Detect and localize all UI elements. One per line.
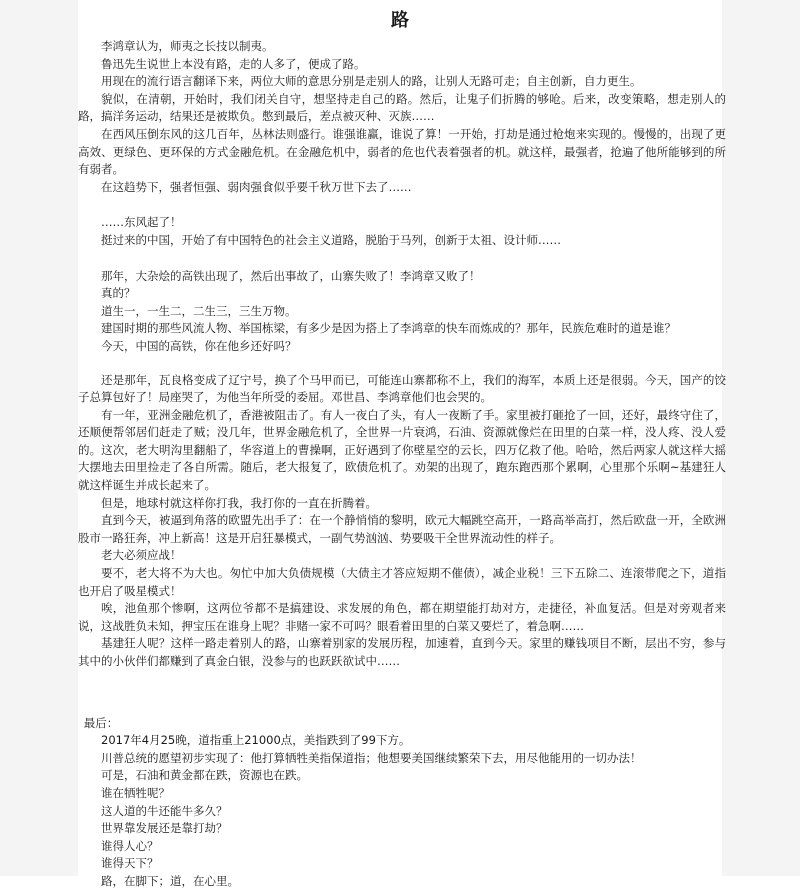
article-body [78, 38, 726, 891]
paragraph: 谁得天下？ [101, 856, 159, 871]
paragraph: 可是，石油和黄金都在跌，资源也在跌。 [101, 768, 308, 783]
page-right-margin [722, 0, 800, 876]
paragraph: 挺过来的中国，开始了有中国特色的社会主义道路，脱胎于马列，创新于太祖、设计师…… [101, 232, 561, 247]
paragraph: 路，在脚下；道，在心里。 [101, 873, 239, 888]
paragraph: 鲁迅先生说世上本没有路，走的人多了，便成了路。 [101, 56, 366, 71]
spacer [78, 671, 726, 715]
paragraph: 那年，大杂烩的高铁出现了，然后出事故了，山寨失败了！李鸿章又败了！ [101, 268, 481, 283]
paragraph: 李鸿章认为，师夷之长技以制夷。 [101, 39, 274, 53]
paragraph: 用现在的流行语言翻译下来，两位大师的意思分别是走别人的路，让别人无路可走；自主创新，自力更生。 [101, 74, 642, 89]
paragraph: 唉，池鱼那个惨啊，这两位爷都不是搞建设、求发展的角色，都在期望能打劫对方，走捷径，补血复活。但是对旁观者来说，这战胜负未知，押宝压在谁身上呢？非赌一家不可吗？眼看着田里的白菜又要烂了，着急啊…… [78, 601, 726, 633]
paragraph: 要不，老大将不为大也。匆忙中加大负债规模（大债主才答应短期不催债），减企业税！三下五除二、连滚带爬之下，道指也开启了吸星模式！ [78, 566, 726, 598]
paragraph: 在这趋势下，强者恒强、弱肉强食似乎要千秋万世下去了…… [101, 179, 412, 194]
paragraph: 最后： [83, 715, 119, 730]
paragraph: 貌似，在清朝，开始时，我们闭关自守，想坚持走自己的路。然后，让鬼子们折腾的够呛。后来，改变策略，想走别人的路，搞洋务运动，结果还是被欺负。憋到最后，差点被灭种、灭族…… [78, 91, 726, 124]
paragraph: 有一年，亚洲金融危机了，香港被阻击了。有人一夜白了头，有人一夜断了手。家里被打砸抢了一回，还好，最终守住了，还顺便帮邻居们赶走了贼；没几年，世界金融危机了，全世界一片衰鸿，石油、资源就像烂在田里的白菜一样，没人疼、没人爱的。这次，老大明沟里翻船了，华容道上的曹操啊，正好遇到了你壁星空的云长，四万亿救了他。哈哈，然后两家人就这样大摇大摆地去田里捡走了各自所需。随后，老大报复了，欧债危机了。劝架的出现了，跑东跑西那个累啊，心里那个乐啊~基建狂人就这样诞生并成长起来了。 [78, 407, 726, 493]
spacer [78, 196, 726, 214]
paragraph: 这人道的牛还能牛多久？ [101, 803, 228, 818]
paragraph: 还是那年，瓦良格变成了辽宁号，换了个马甲而已，可能连山寨都称不上，我们的海军，本质上还是很弱。今天，国产的饺子总算包好了！局座哭了，为他当年所受的委屈。邓世昌、李鸿章他们也会哭的。 [78, 372, 726, 405]
paragraph: 川普总统的愿望初步实现了：他打算牺牲美指保道指；他想要美国继续繁荣下去，用尽他能用的一切办法！ [101, 750, 642, 765]
paragraph: 基建狂人呢？这样一路走着别人的路，山寨着别家的发展历程，加速着，直到今天。家里的赚钱项目不断，层出不穷，参与其中的小伙伴们都赚到了真金白银，没参与的也跃跃欲试中…… [78, 636, 726, 668]
paragraph: 今天，中国的高铁，你在他乡还好吗？ [101, 338, 297, 353]
paragraph: ……东风起了！ [101, 215, 182, 230]
spacer [78, 250, 726, 268]
paragraph: 但是，地球村就这样你打我，我打你的一直在折腾着。 [101, 495, 377, 510]
paragraph: 道生一，一生二，二生三，三生万物。 [101, 303, 297, 318]
paragraph: 老大必须应战！ [101, 548, 182, 563]
article-title: 路 [391, 10, 409, 31]
paragraph: 在西风压倒东风的这几百年，丛林法则盛行。谁强谁赢，谁说了算！一开始，打劫是通过枪炮来实现的。慢慢的，出现了更高效、更绿色、更环保的方式金融危机。在金融危机中，弱者的危也代表着强者的机。就这样，最强者，抢遍了他所能够到的所有弱者。 [78, 126, 726, 177]
paragraph: 直到今天，被逼到角落的欧盟先出手了：在一个静悄悄的黎明，欧元大幅跳空高开，一路高举高打，然后欧盘一开，全欧洲股市一路狂奔，冲上新高！这是开启狂暴模式，一副气势汹汹、势要吸干全世界流动性的样子。 [78, 513, 726, 545]
spacer [78, 356, 726, 372]
paragraph: 2017年4月25晚，道指重上21000点，美指跌到了99下方。 [101, 733, 411, 748]
page-left-margin [0, 0, 78, 876]
paragraph: 谁在牺牲呢？ [101, 785, 170, 800]
paragraph: 建国时期的那些风流人物、举国栋梁，有多少是因为搭上了李鸿章的快车而炼成的？那年，民族危难时的道是谁？ [101, 321, 676, 336]
paragraph: 世界靠发展还是靠打劫？ [101, 821, 228, 836]
paragraph: 谁得人心？ [101, 838, 159, 853]
paragraph: 真的？ [101, 286, 136, 301]
